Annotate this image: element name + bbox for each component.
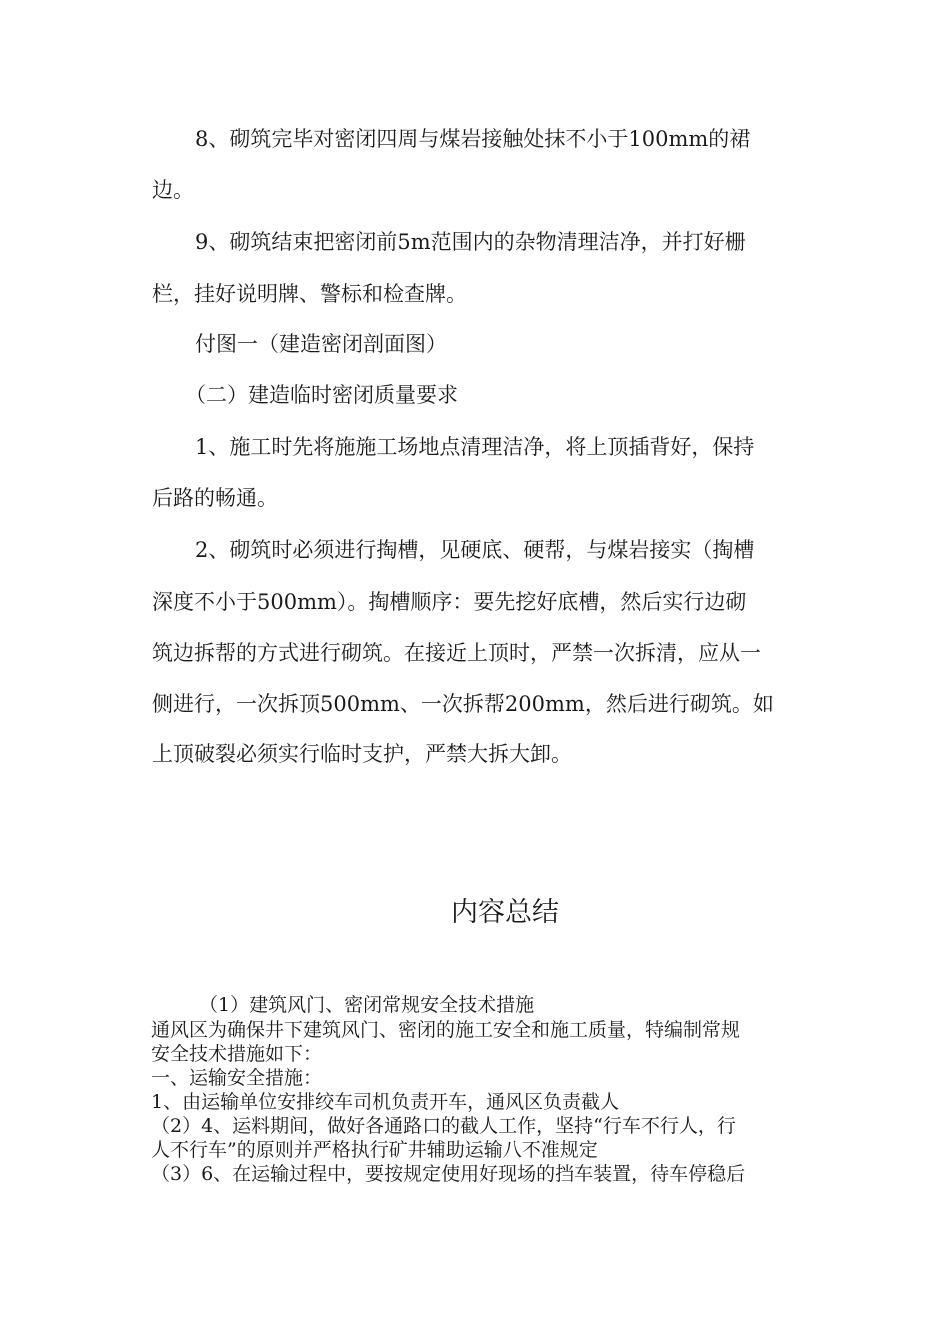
requirement-2-line-5: 上顶破裂必须实行临时支护，严禁大拆大卸。 <box>152 742 572 766</box>
requirement-2-line-1: 2、砌筑时必须进行掏槽，见硬底、硬帮，与煤岩接实（掏槽 <box>195 538 755 562</box>
requirement-2-line-3: 筑边拆帮的方式进行砌筑。在接近上顶时，严禁一次拆清，应从一 <box>152 641 761 665</box>
summary-line: （1）建筑风门、密闭常规安全技术措施 <box>199 994 535 1016</box>
summary-line: （2）4、运料期间，做好各通路口的截人工作，坚持“行车不行人，行 <box>151 1115 736 1137</box>
section-heading: （二）建造临时密闭质量要求 <box>185 383 458 407</box>
paragraph-8-line-1: 8、砌筑完毕对密闭四周与煤岩接触处抹不小于100mm的裙 <box>195 127 751 151</box>
figure-caption: 付图一（建造密闭剖面图） <box>195 332 447 356</box>
summary-line: 安全技术措施如下： <box>151 1043 323 1065</box>
paragraph-9-line-1: 9、砌筑结束把密闭前5m范围内的杂物清理洁净，并打好栅 <box>195 230 746 254</box>
summary-line: 1、由运输单位安排绞车司机负责开车，通风区负责截人 <box>151 1091 620 1113</box>
requirement-2-line-2: 深度不小于500mm）。掏槽顺序：要先挖好底槽，然后实行边砌 <box>152 590 747 614</box>
requirement-2-line-4: 侧进行，一次拆顶500mm、一次拆帮200mm，然后进行砌筑。如 <box>152 692 774 716</box>
summary-line: 一、运输安全措施： <box>151 1067 323 1089</box>
requirement-1-line-1: 1、施工时先将施施工场地点清理洁净，将上顶插背好，保持 <box>195 435 755 459</box>
summary-line: 通风区为确保井下建筑风门、密闭的施工安全和施工质量，特编制常规 <box>151 1019 741 1041</box>
paragraph-9-line-2: 栏，挂好说明牌、警标和检查牌。 <box>152 282 467 306</box>
paragraph-8-line-2: 边。 <box>152 178 194 202</box>
summary-title: 内容总结 <box>451 897 559 928</box>
requirement-1-line-2: 后路的畅通。 <box>152 486 278 510</box>
summary-line: （3）6、在运输过程中，要按规定使用好现场的挡车装置，待车停稳后 <box>151 1163 746 1185</box>
summary-line: 人不行车”的原则并严格执行矿井辅助运输八不准规定 <box>151 1139 598 1161</box>
